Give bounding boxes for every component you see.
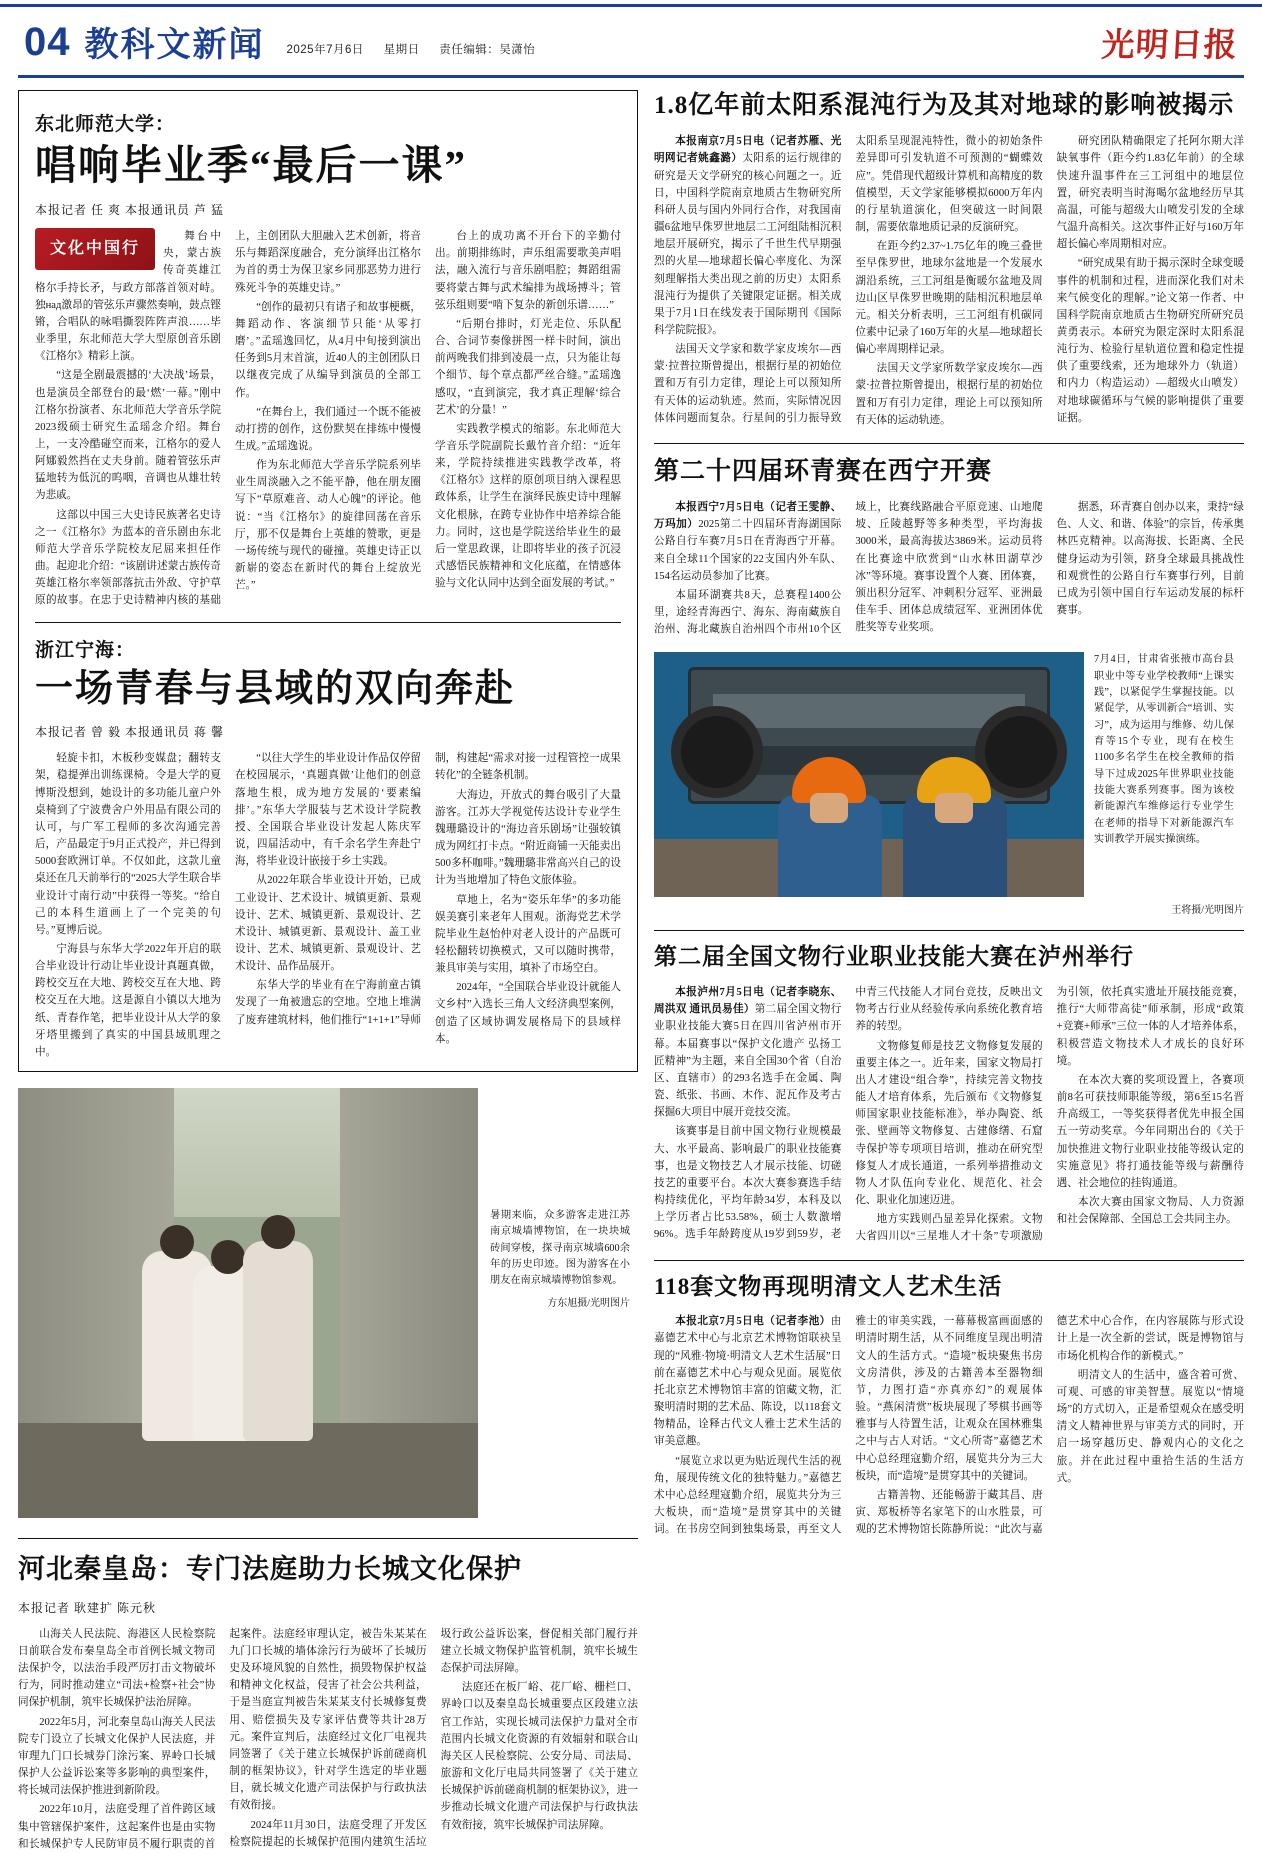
article-six-headline: 河北秦皇岛：专门法庭助力长城文化保护 — [18, 1538, 638, 1587]
paragraph: 地方实践则凸显差异化探索。文物大省四川以“三星堆人才十条”专项激励为引领，依托真实遗址开展技能竞赛，推行“大师带高徒”师承制，形成“政策+竞赛+师承”三位一体的人才培养体系，积极营造文物技术人才成长的良好环境。 — [855, 987, 1244, 1243]
paragraph: 2025第二十四届环青海湖国际公路自行车赛7月5日在青海西宁开幕。来自全球11个国家的22支国内外车队、154名运动员参加了比赛。 — [654, 519, 842, 582]
article-three-body — [654, 133, 1244, 429]
paragraph: 大海边，开放式的舞台吸引了大量游客。江苏大学视觉传达设计专业学生魏珊璐设计的“海边音乐剧场”让强较镇成为网红打卡点。“附近商铺一天能卖出500多杯咖啡。”魏珊璐非常高兴自己的设计为当地增加了特色文旅体验。 — [435, 789, 621, 887]
paragraph: 研究团队精确限定了托阿尔期大洋缺氧事件（距今约1.83亿年前）的全球快速升温事件在三工河组中的地层位置，研究表明当时海喝尔盆地经历早其高温，可能与超级大山喷发引发的全球气温升高相关。这次事件正好与160万年超长偏心率周期相对应。 — [1056, 136, 1244, 251]
issue-editor: 责任编辑：吴潇怡 — [439, 43, 536, 56]
paragraph: 实践教学模式的缩影。东北师范大学音乐学院副院长戴竹音介绍：“近年来，学院持续推进实践教学改革，将《江格尔》这样的原创项目纳入课程思政体系，让学生在演绎民族史诗中理解文化根脉，在跨专业协作中培养综合能力。同时，这也是学院送给毕业生的最后一堂思政课，让即将毕业的孩子沉浸式感悟民族精神和文化底蕴，在情感体验与文化认同中达到全面发展的考试。” — [435, 423, 621, 590]
paragraph: 古籍善物、还能畅游于藏其昌、唐寅、郑板桥等名家笔下的山水胜景，可观的艺术博物馆长陈静所说：“此次与嘉德艺术中心合作，在内容展陈与形式设计上是一次全新的尝试，既是博物馆与市场化机构合作的新模式。” — [855, 1316, 1244, 1536]
article-two-headline: 一场青春与县域的双向奔赴 — [35, 667, 516, 710]
paragraph: “后期台排时，灯光走位、乐队配合、合词节奏像拼图一样卡时间，演出前两晚我们排到凌晨一点，只为能让每个细节、每个章点都严丝合缝。”孟瑶逸感叹，“直到演完，我才真正理解‘综合艺术’的分量！” — [435, 318, 621, 416]
photo-great-wall — [18, 1088, 478, 1518]
dateline: 本报泸州7月5日电（记者李晓东、周洪双 通讯员易佳） — [654, 987, 842, 1016]
article-seven — [654, 1273, 1244, 1539]
paragraph: 2024年11月30日，法庭受理了开发区检察院提起的长城保护范围内建筑生活垃圾行政公益诉讼案，督促相关部门履行并建立长城文物保护监管机制，筑牢长城生态保护司法屏障。 — [229, 1628, 638, 1848]
section-divider — [654, 1260, 1244, 1261]
article-four-headline: 第二十四届环青赛在西宁开赛 — [654, 457, 993, 485]
paragraph: “展览立求以更为贴近现代生活的视角，展现传统文化的独特魅力。”嘉德艺术中心总经理寇勤介绍，展览共分为三大板块，而“造境”是贯穿其中的关键词。在书房空间到独集场景，再至文人雅士的审美实践，一幕幕极富画面感的明清时期生活，从不同维度呈现出明清文人的生活方式。“造境”板块聚焦书房文房清供，涉及的古籍善本至器物细节，力图打造“亦真亦幻”的观展体验。“燕闲清赏”板块展现了琴棋书画等雅事与人待置生活，让观众在国林雅集之中与古人对话。“文心所寄”嘉德艺术中心总经理寇勤介绍，展览共分为三大板块，而“造境”是贯穿其中的关键词。 — [654, 1316, 1043, 1536]
paragraph: 据悉，环青赛自创办以来，秉持“绿色、人文、和谐、体验”的宗旨，传承奥林匹克精神。以高海拔、长距离、全民健身运动为引领，跻身全球最具挑战性和观赏性的公路自行车赛事行列，目前已成为引领中国自行车运动发展的标杆赛事。 — [1056, 502, 1244, 617]
photo-block-car — [654, 652, 1244, 897]
paragraph-lead — [654, 1313, 841, 1450]
paragraph: 从2022年联合毕业设计开始，已成工业设计、艺术设计、城镇更新、景观设计、艺术、城镇更新、景观设计、艺术设计、城镇更新、景观设计、盖工业设计、艺术、城镇更新、景观设计、艺术设计、品作品展开。 — [235, 875, 421, 973]
paragraph: 在距今约2.37~1.75亿年的晚三叠世至早侏罗世，地球尔盆地是一个发展水湖沿系统，三工河组是衡暖尔盆地及周边山区早侏罗世晚期的陆相沉积地层单元。相关分析表明，三工河组有机碳同位素中记录了160万年的火星—地球超长偏心率周期样记录。 — [855, 241, 1043, 356]
photo-wall-caption-wrap — [490, 1088, 630, 1518]
paragraph: “研究成果有助于揭示深时全球变暖事件的机制和过程，进而深化我们对未来气候变化的理解。”论文第一作者、中国科学院南京地质古生物研究所研究员黄勇表示。本研究为限定深时太阳系混沌行为、检验行星轨道位置和稳定性提供了重要线索，还为地球外力（轨道）和内力（构造运动）—超级火山喷发）对地球碳循环与气候的影响提供了重要证据。 — [1056, 258, 1244, 424]
article-two-body — [35, 750, 621, 1061]
paragraph: 法国天文学家所数学家皮埃尔—西蒙·拉普拉斯曾提出，根据行星的初始位置和万有引力定律，理论上可以预知所有天体的运动轨迹。 — [855, 363, 1043, 426]
paragraph: 第二届全国文物行业职业技能大赛5日在四川省泸州市开幕。本届赛事以“保护文化遗产 弘扬工匠精神”为主题，来自全国30个省（自治区、直辖市）的293名选手在金属、陶瓷、纸张、书画、木作、泥瓦作及考古探掘6大项目中展开竞技交流。 — [654, 1004, 842, 1119]
page-body — [18, 78, 1244, 1853]
photo-block-wall — [18, 1088, 638, 1518]
paragraph: “在舞台上，我们通过一个既不能被动打捞的创作，这份默契在排练中慢慢生成。”孟瑶逸说。 — [235, 406, 421, 453]
paragraph-lead — [654, 499, 841, 585]
article-five — [654, 943, 1244, 1245]
paragraph: 宁海县与东华大学2022年开启的联合毕业设计行动让毕业设计真题真做，跨校交互在大地、跨校交互在大地、跨校交互在大地。这是源自小镇以大地为纸、青春作笔，把毕业设计从大学的象牙塔里搬到了真实的中国县域肌理之中。 — [35, 943, 221, 1058]
paragraph: 该赛事是目前中国文物行业规模最大、水平最高、影响最广的职业技能赛事，也是文物技艺人才展示技能、切磋技艺的重要平台。本次大赛参赛选手结构持续优化，平均年龄34岁，本科及以上学历者占比53.58%，硕士人数激增96%。选手年龄跨度从19岁到59岁，老中青三代技能人才同台竞技，反映出文物考古行业从经验传承向系统化教育培养的转型。 — [654, 987, 1043, 1241]
article-seven-headline: 118套文物再现明清文人艺术生活 — [654, 1273, 1003, 1299]
article-divider — [35, 622, 621, 623]
paragraph: 这部以中国三大史诗民族著名史诗之一《江格尔》为蓝本的音乐剧由东北师范大学音乐学院校友尼屈来担任作曲。起迎北介绍：“该剧讲述蒙古族传奇英雄江格尔率领部落抗击外敌、守护草原的故事。在忠于史诗精神内核的基础上，主创团队大胆融入艺术创新，将音乐与舞蹈深度融合，充分演绎出江格尔为首的勇士为保卫家乡同那恶势力进行殊死斗争的英雄史诗。” — [35, 231, 421, 607]
paragraph: 草地上，名为“姿乐年华”的多功能娱美赛引来老年人围观。浙海党艺术学院毕业生赵怡仲对老人设计的产品既可轻松翻转切换模式，又可以随时携带，兼具审美与实用，填补了市场空白。 — [435, 894, 621, 975]
article-one-kicker: 东北师范大学： — [35, 114, 176, 135]
issue-date: 2025年7月6日 — [286, 43, 364, 56]
right-column — [654, 90, 1244, 1853]
article-one-body — [35, 228, 621, 609]
article-four-body — [654, 499, 1244, 638]
masthead-meta — [287, 19, 552, 57]
article-seven-body — [654, 1313, 1244, 1538]
paragraph: 2022年5月，河北秦皇岛山海关人民法院专门设立了长城文化保护人民法庭，并审理九门口长城券门涂污案、界岭口长城保护人公益诉讼案等多影响的典型案件，将长城司法保护推进到新阶段。 — [18, 1716, 216, 1797]
article-three — [654, 90, 1244, 429]
paragraph: 本届环湖赛共8天，总赛程1400公里，途经青海西宁、海东、海南藏族自治州、海北藏族自治州四个市州10个区域上，比赛线路融合平原竞速、山地爬坡、丘陵越野等多种类型，平均海拔3000米，最高海拔达3869米。运动员将在比赛途中欣赏到“山水林田湖草沙冰”等环境。赛事设置个人赛、团体赛，颁出积分冠军、冲刺积分冠军、亚洲最佳车手、团体总成绩冠军、亚洲团体优胜奖等专业奖项。 — [654, 502, 1043, 636]
issue-weekday: 星期日 — [383, 43, 420, 56]
paragraph: 轻旋卡扣，木板秒变媒盘；翻转支架，稳提弹出训练课椅。令是大学的夏博斯没想到，她设计的多功能儿童户外桌椅到了宁波费舍户外用品有限公司的认可，与广军工程师的多次沟通完善后，产品最定于9月正式投产，并已得到5000套欧洲订单。不仅如此，这款儿童桌还在几天前举行的“2025大学生联合毕业设计寸南行动”中获得一等奖。“给自己的本科生道画上了一个完美的句号。”夏博后说。 — [35, 753, 221, 936]
paragraph: 东华大学的毕业有在宁海前童古镇发现了一角被遗忘的空地。空地上堆满了废弃建筑材料，他们推行“1+1+1”导师制，构建起“需求对接一过程管控一成果转化”的全链条机制。 — [235, 753, 621, 1026]
paragraph: 舞台中央，蒙古族传奇英雄江格尔手持长矛，与政方部落首领对峙。独над激昂的管弦乐声骤然奏响，鼓点铿锵，合唱队的咏唱撕裂阵阵声浪……毕业季里，东北师范大学大型原创音乐剧《江格尔》精彩上演。 — [35, 231, 221, 363]
article-one — [18, 90, 638, 1072]
article-six-byline: 本报记者 耿建扩 陈元秋 — [18, 1600, 157, 1615]
photo-car-credit: 王将摄/光明图片 — [1171, 905, 1244, 917]
masthead — [18, 0, 1244, 78]
article-four — [654, 456, 1244, 639]
article-one-headline: 唱响毕业季“最后一课” — [35, 142, 467, 188]
paragraph-lead — [654, 133, 841, 339]
paragraph: “创作的最初只有诸子和故事梗概，舞蹈动作、客演细节只能‘从零打磨’。”孟瑶逸回忆，从4月中旬接到演出任务到5月末首演，近40人的主创团队日以继夜完成了从编导到演员的全部工作。 — [235, 301, 421, 399]
paragraph: 由嘉德艺术中心与北京艺术博物馆联袂呈现的“风雅·物境·明清文人艺术生活展”日前在嘉德艺术中心与观众见面。展览依托北京艺术博物馆丰富的馆藏文物，汇聚明清时期的艺术品、陈设，以118套文物精品，诠释古代文人雅士艺术生活的审美意趣。 — [654, 1316, 842, 1448]
dateline: 本报北京7月5日电（记者李池） — [675, 1316, 831, 1328]
paragraph: 文物修复师是技艺文物修复发展的重要主体之一。近年来，国家文物局打出人才建设“组合拳”，持续完善文物技能人才培育体系，先后颁布《文物修复师国家职业技能标准》，举办陶瓷、纸张、壁画等文物修复、古建修缮、石窟寺保护等专项项目培训，推动在研究型修复人才成长通道，一系列举措推动文物人才队伍向专业化、规范化、社会化、职业化加速迈进。 — [855, 1040, 1043, 1207]
paragraph: 台上的成功离不开台下的辛勤付出。前期排练时，声乐组需要歌美声唱法，融入流行与音乐剧唱腔；舞蹈组需要将蒙古舞与武术编排为战场搏斗；管弦乐组则要“啃下复杂的新创乐谱……” — [435, 231, 621, 311]
paragraph: 山海关人民法院、海港区人民检察院日前联合发布秦皇岛全市首例长城文物司法保护令，以法治手段严厉打击文物破坏行为，同时推动建立“司法+检察+社会”协同保护机制，筑牢长城保护法治屏障。 — [18, 1628, 216, 1709]
photo-car-caption: 7月4日，甘肃省张掖市高台县职业中等专业学校教师“上课实践”，以紧促学生掌握技能。以紧促学，从零训新合“培训、实习”，成为运用与维修、幼儿保育等15个专业，现有在校生1100多名学生在校全教师的指导下过成2025年世界职业技能技能大赛系列赛事。图为该校新能源汽车维修运行专业学生在老师的指导下对新能源汽车实训教学开展实操演练。 — [1094, 654, 1234, 845]
left-column — [18, 90, 638, 1853]
photo-vocational-training — [654, 652, 1084, 897]
article-two-kicker: 浙江宁海： — [35, 639, 136, 661]
paragraph: “以往大学生的毕业设计作品仅停留在校园展示，‘真题真做’让他们的创意落地生根，成为地方发展的‘要素编排’。”东华大学服装与艺术设计学院教授、全国联合毕业设计发起人陈庆军说，四届活动中，有千余名学生奔赴宁海，将毕业设计嵌接于乡土实践。 — [235, 753, 421, 868]
section-divider — [654, 443, 1244, 444]
paragraph: 在本次大赛的奖项设置上，各赛项前8名可获技师职能等级，第6至15名晋升高级工，一等奖获得者优先申报全国五一劳动奖章。今年同期出台的《关于加快推进文物行业职业技能等级认定的实施意见》将打通技能等级与薪酬待遇、社会地位的挂钩通道。 — [1056, 1074, 1244, 1189]
paragraph: 太阳系的运行规律的研究是天文学研究的核心问题之一。近日，中国科学院南京地质古生物研究所科研人员与国内外同行合作，对我国南疆6盆地早侏罗世地层二工河组陆相沉积地层开展研究，揭示了千世生代早期强烈的火星—地球超长偏心率度化、为深刻理解指大类出现之前的历史）太阳系混沌行为提供了关键限定证据。相关成果于7月1日在线发表于国际期刊《国际科学院院报》。 — [654, 153, 842, 336]
section-title: 教科文新闻 — [84, 27, 265, 64]
paragraph: 本次大赛由国家文物局、人力资源和社会保障部、全国总工会共同主办。 — [1056, 1197, 1244, 1226]
paragraph: 明清文人的生活中，盛含着可赏、可观、可感的审美智慧。展览以“情境场”的方式切入，正是希望观众在感受明清文人精神世界与审美方式的同时，开启一场穿越历史、静观内心的文化之旅。并在此过程中重拾生活的生活方式。 — [1056, 1369, 1244, 1484]
brand-logo: 光明日报 — [1100, 28, 1239, 64]
paragraph: 2022年10月，法庭受理了首件跨区域集中管辖保护案件，这起案件也是由实物和长城保护专人民防审员不履行职责的首起案件。法庭经审理认定，被告朱某某在九门口长城的墙体涂污行为破坏了长城历史及环境风貌的自然性，损毁物保护权益和精神文化权益，侵害了社会公共利益，于是当庭宣判被告朱某某支付长城修复费用、赔偿损失及专家评估费等共计28万元。案件宣判后，法庭经过文化厂电视共同签署了《关于建立长城保护诉前磋商机制的框架协议》，针对学生选定的毕业题目，就长城文化遗产司法保护与行政执法有效衔接。 — [18, 1628, 427, 1850]
paragraph: 2024年，“全国联合毕业设计就能人文乡村”入选长三角人文经济典型案例，创造了区域协调发展格局下的县域样本。 — [435, 982, 621, 1045]
paragraph: “这是全剧最震撼的‘大决战’场景，也是演员全部登台的最‘燃’一幕。”刚中江格尔扮演者、东北师范大学音乐学院2023级硕士研究生孟瑶念介绍。舞台上，一支冷酷碰空而来，江格尔的爱人阿娜毅然挡在丈夫身前。随着管弦乐声猛地转为低沉的呜咽，音调也从雄壮转为悲戚。 — [35, 370, 221, 502]
article-six — [18, 1538, 638, 1853]
paragraph-lead — [654, 984, 841, 1121]
paragraph: 作为东北师范大学音乐学院系列毕业生周淡融入之不能平静，他在朋友圈写下“草原难音、动人心魄”的评论。他说：“当《江格尔》的旋律回荡在音乐厅，那不仅是舞台上英雄的赞歌，更是一场传统与现代的碰撞。英雄史诗正以新崭的姿态在新时代的舞台上绽放光芒。” — [235, 460, 421, 592]
culture-china-badge: 文化中国行 — [35, 228, 155, 270]
dateline: 本报西宁7月5日电（记者王雯静、万玛加） — [654, 502, 842, 531]
article-three-headline: 1.8亿年前太阳系混沌行为及其对地球的影响被揭示 — [654, 92, 1235, 119]
article-two-byline: 本报记者 曾 毅 本报通讯员 蒋 馨 — [35, 725, 225, 740]
paragraph: 法庭还在板厂峪、花厂峪、栅栏口、界岭口以及秦皇岛长城重要点区段建立法官工作站，实现长城司法保护力量对全市范围内长城文化资源的有效辐射和联合山海关区人民检察院、公安分局、司法局、旅游和文化厅电局共同签署了《关于建立长城保护诉前磋商机制的框架协议》，进一步推动长城文化遗产司法保护与行政执法有效衔接，筑牢长城保护司法屏障。 — [440, 1682, 638, 1831]
article-five-body — [654, 984, 1244, 1245]
photo-wall-credit: 方东旭摄/光明图片 — [547, 1297, 630, 1309]
page-number: 04 — [24, 19, 71, 64]
article-six-body — [18, 1626, 638, 1853]
article-five-headline: 第二届全国文物行业职业技能大赛在泸州举行 — [654, 944, 1134, 970]
dateline: 本报南京7月5日电（记者苏雁、光明网记者姚鑫潞） — [654, 136, 842, 165]
paragraph: 法国天文学家和数学家皮埃尔—西蒙·拉普拉斯曾提出，根据行星的初始位置和万有引力定律，理论上可以预知所有天体的运动轨迹。然而，实际情况因体体问题而复杂。行星间的引力振导致太阳系呈现混沌特性，微小的初始条件差异即可引发轨道不可预测的“蝴蝶效应”。凭借现代超级计算机和高精度的数值模型，天文学家能够模拟6000万年内的行星轨道演化，但突破这一时间限制，需要依靠地质记录的反演研究。 — [654, 136, 1043, 424]
photo-wall-caption: 暑期来临，众多游客走进江苏南京城墙博物馆，在一块块城砖间穿梭，探寻南京城墙600余年的历史印迹。图为游客在小朋友在南京城墙博物馆参观。 — [490, 1210, 630, 1287]
photo-car-caption-wrap — [1094, 652, 1234, 897]
article-one-byline: 本报记者 任 爽 本报通讯员 芦 猛 — [35, 203, 225, 218]
section-divider — [654, 930, 1244, 931]
